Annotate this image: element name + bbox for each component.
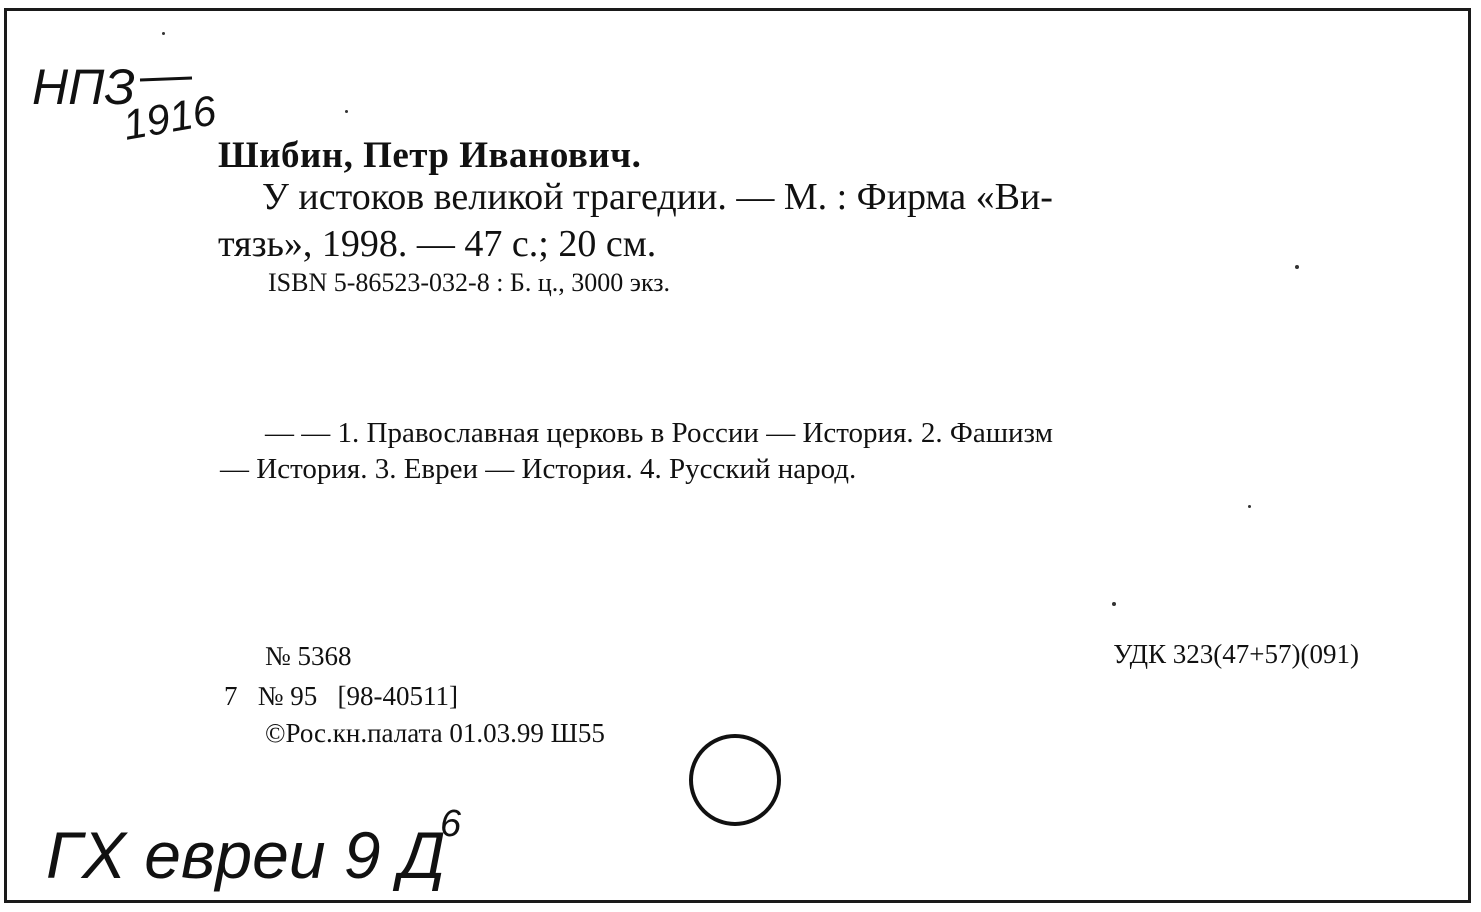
speck [162, 32, 165, 35]
speck [1112, 602, 1116, 606]
title-line-1: У истоков великой трагедии. — М. : Фирма «Ви- [262, 176, 1053, 218]
handwriting-bottom-superscript: 6 [440, 803, 462, 845]
handwriting-top-left-number: 1916 [119, 86, 220, 149]
handwriting-bottom-left: ГХ евреи 9 Д [46, 818, 446, 892]
handwriting-stroke [140, 78, 192, 80]
author-heading: Шибин, Петр Иванович. [218, 135, 642, 176]
subjects-line-1: — — 1. Православная церковь в России — История. 2. Фашизм [265, 417, 1053, 449]
speck [1295, 265, 1299, 269]
registration-line: 7 № 95 [98-40511] [224, 681, 458, 711]
card-number: № 5368 [265, 641, 352, 671]
title-line-2: тязь», 1998. — 47 с.; 20 см. [218, 223, 657, 265]
handwriting-top-left: НПЗ [32, 59, 136, 115]
speck [1248, 505, 1251, 508]
speck [345, 110, 348, 113]
isbn-line: ISBN 5-86523-032-8 : Б. ц., 3000 экз. [268, 268, 670, 297]
copyright-line: ©Рос.кн.палата 01.03.99 Ш55 [265, 718, 605, 748]
stamp-circle [689, 734, 781, 826]
subjects-line-2: — История. 3. Евреи — История. 4. Русский народ. [220, 453, 857, 485]
udc-classification: УДК 323(47+57)(091) [1113, 639, 1359, 669]
